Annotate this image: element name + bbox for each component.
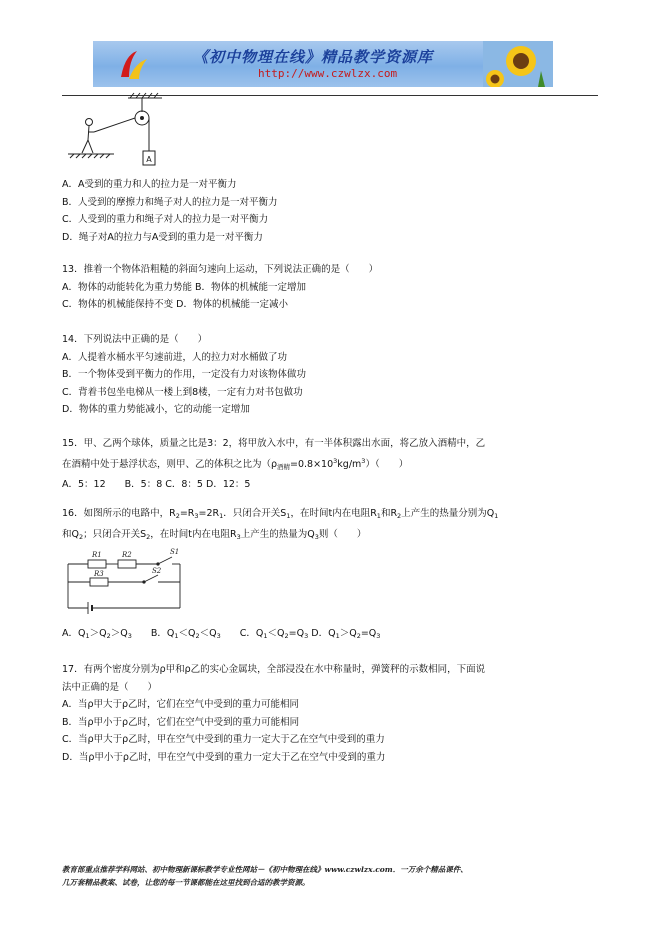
banner-title: 《初中物理在线》精品教学资源库 — [193, 48, 434, 66]
option-c: C．背着书包坐电梯从一楼上到8楼，一定有力对书包做功 — [62, 386, 303, 398]
question-stem: 15．甲、乙两个球体，质量之比是3：2，将甲放入水中，有一半体积露出水面，将乙放入酒精中，乙 — [62, 438, 486, 449]
site-logo-icon — [115, 47, 151, 83]
question-stem-cont: 在酒精中处于悬浮状态，则甲、乙的体积之比为$(\rho_{酒精}=0.8\times 10^3kg/m^3)$（ ） — [62, 456, 409, 471]
question-stem: 17．有两个密度分别为ρ甲和ρ乙的实心金属块，全部浸没在水中称量时，弹簧秤的示数相同，下面说 — [62, 664, 486, 675]
question-stem-cont: 法中正确的是（ ） — [62, 681, 158, 693]
question-stem: 13．推着一个物体沿粗糙的斜面匀速向上运动，下列说法正确的是（ ） — [62, 264, 379, 275]
header-banner — [93, 41, 553, 87]
question-15 — [62, 435, 485, 494]
option-d: D．物体的重力势能减小，它的动能一定增加 — [62, 404, 250, 416]
option-b: B．一个物体受到平衡力的作用，一定没有力对该物体做功 — [62, 369, 307, 381]
option-line: C．物体的机械能保持不变 D．物体的机械能一定减小 — [62, 299, 288, 311]
question-stem-cont: 和$Q_2$；只闭合开关$S_2$，在时间t内在电阻$R_3$上产生的热量为$Q_3$则（ ） — [62, 528, 367, 541]
option-b: B．人受到的摩擦力和绳子对人的拉力是一对平衡力 — [62, 196, 278, 208]
page-footer — [62, 863, 622, 889]
question-16 — [62, 505, 498, 546]
option-b: B．当ρ甲小于ρ乙时，它们在空气中受到的重力可能相同 — [62, 716, 300, 728]
banner-url[interactable]: http://www.czwlzx.com — [258, 67, 398, 80]
question-stem: 14．下列说法中正确的是（ ） — [62, 334, 208, 345]
question-17 — [62, 661, 485, 767]
option-a: A．A受到的重力和人的拉力是一对平衡力 — [62, 179, 237, 190]
question-14 — [62, 331, 306, 419]
question-16-options — [62, 625, 380, 646]
s1-label: S1 — [170, 548, 180, 556]
option-a: A．当ρ甲大于ρ乙时，它们在空气中受到的重力可能相同 — [62, 699, 300, 711]
option-line: A．5：12 B．5：8 C．8：5 D．12：5 — [62, 479, 251, 491]
footer-line: 几万套精品教案、试卷，让您的每一节课都能在这里找到合适的教学资源。 — [62, 878, 310, 887]
footer-line: 教育部重点推荐学科网站、初中物理新课标教学专业性网站－《初中物理在线》www.czwlzx.com．一万余个精品课件、 — [62, 865, 468, 874]
r1-label: R1 — [92, 551, 102, 559]
r2-label: R2 — [122, 551, 132, 559]
question-stem: 16．如图所示的电路中，$R_2=R_3=2R_1$．只闭合开关$S_1$，在时间t内在电阻$R_1$和$R_2$上产生的热量分别为$Q_1$ — [62, 508, 499, 520]
option-d: D．绳子对A的拉力与A受到的重力是一对平衡力 — [62, 231, 263, 243]
question-13 — [62, 261, 378, 314]
block-a-label: A — [146, 155, 152, 164]
circuit-diagram — [62, 544, 192, 616]
option-c: C．当ρ甲大于ρ乙时，甲在空气中受到的重力一定大于乙在空气中受到的重力 — [62, 734, 385, 746]
option-a: A．人提着水桶水平匀速前进，人的拉力对水桶做了功 — [62, 351, 287, 363]
option-c: C．人受到的重力和绳子对人的拉力是一对平衡力 — [62, 214, 269, 226]
r3-label: R3 — [94, 570, 104, 578]
option-line: A．物体的动能转化为重力势能 B．物体的机械能一定增加 — [62, 281, 307, 293]
option-d: D．当ρ甲小于ρ乙时，甲在空气中受到的重力一定大于乙在空气中受到的重力 — [62, 751, 386, 763]
sunflower-icon — [483, 41, 553, 87]
question-12-options — [62, 176, 278, 246]
option-line: A．$Q_1>Q_2>Q_3$ B．$Q_1<Q_2<Q_3$ C．$Q_1<Q_2=Q_3$ D．$Q_1>Q_2=Q_3$ — [62, 628, 381, 640]
s2-label: S2 — [152, 567, 162, 575]
pulley-figure — [62, 92, 172, 170]
